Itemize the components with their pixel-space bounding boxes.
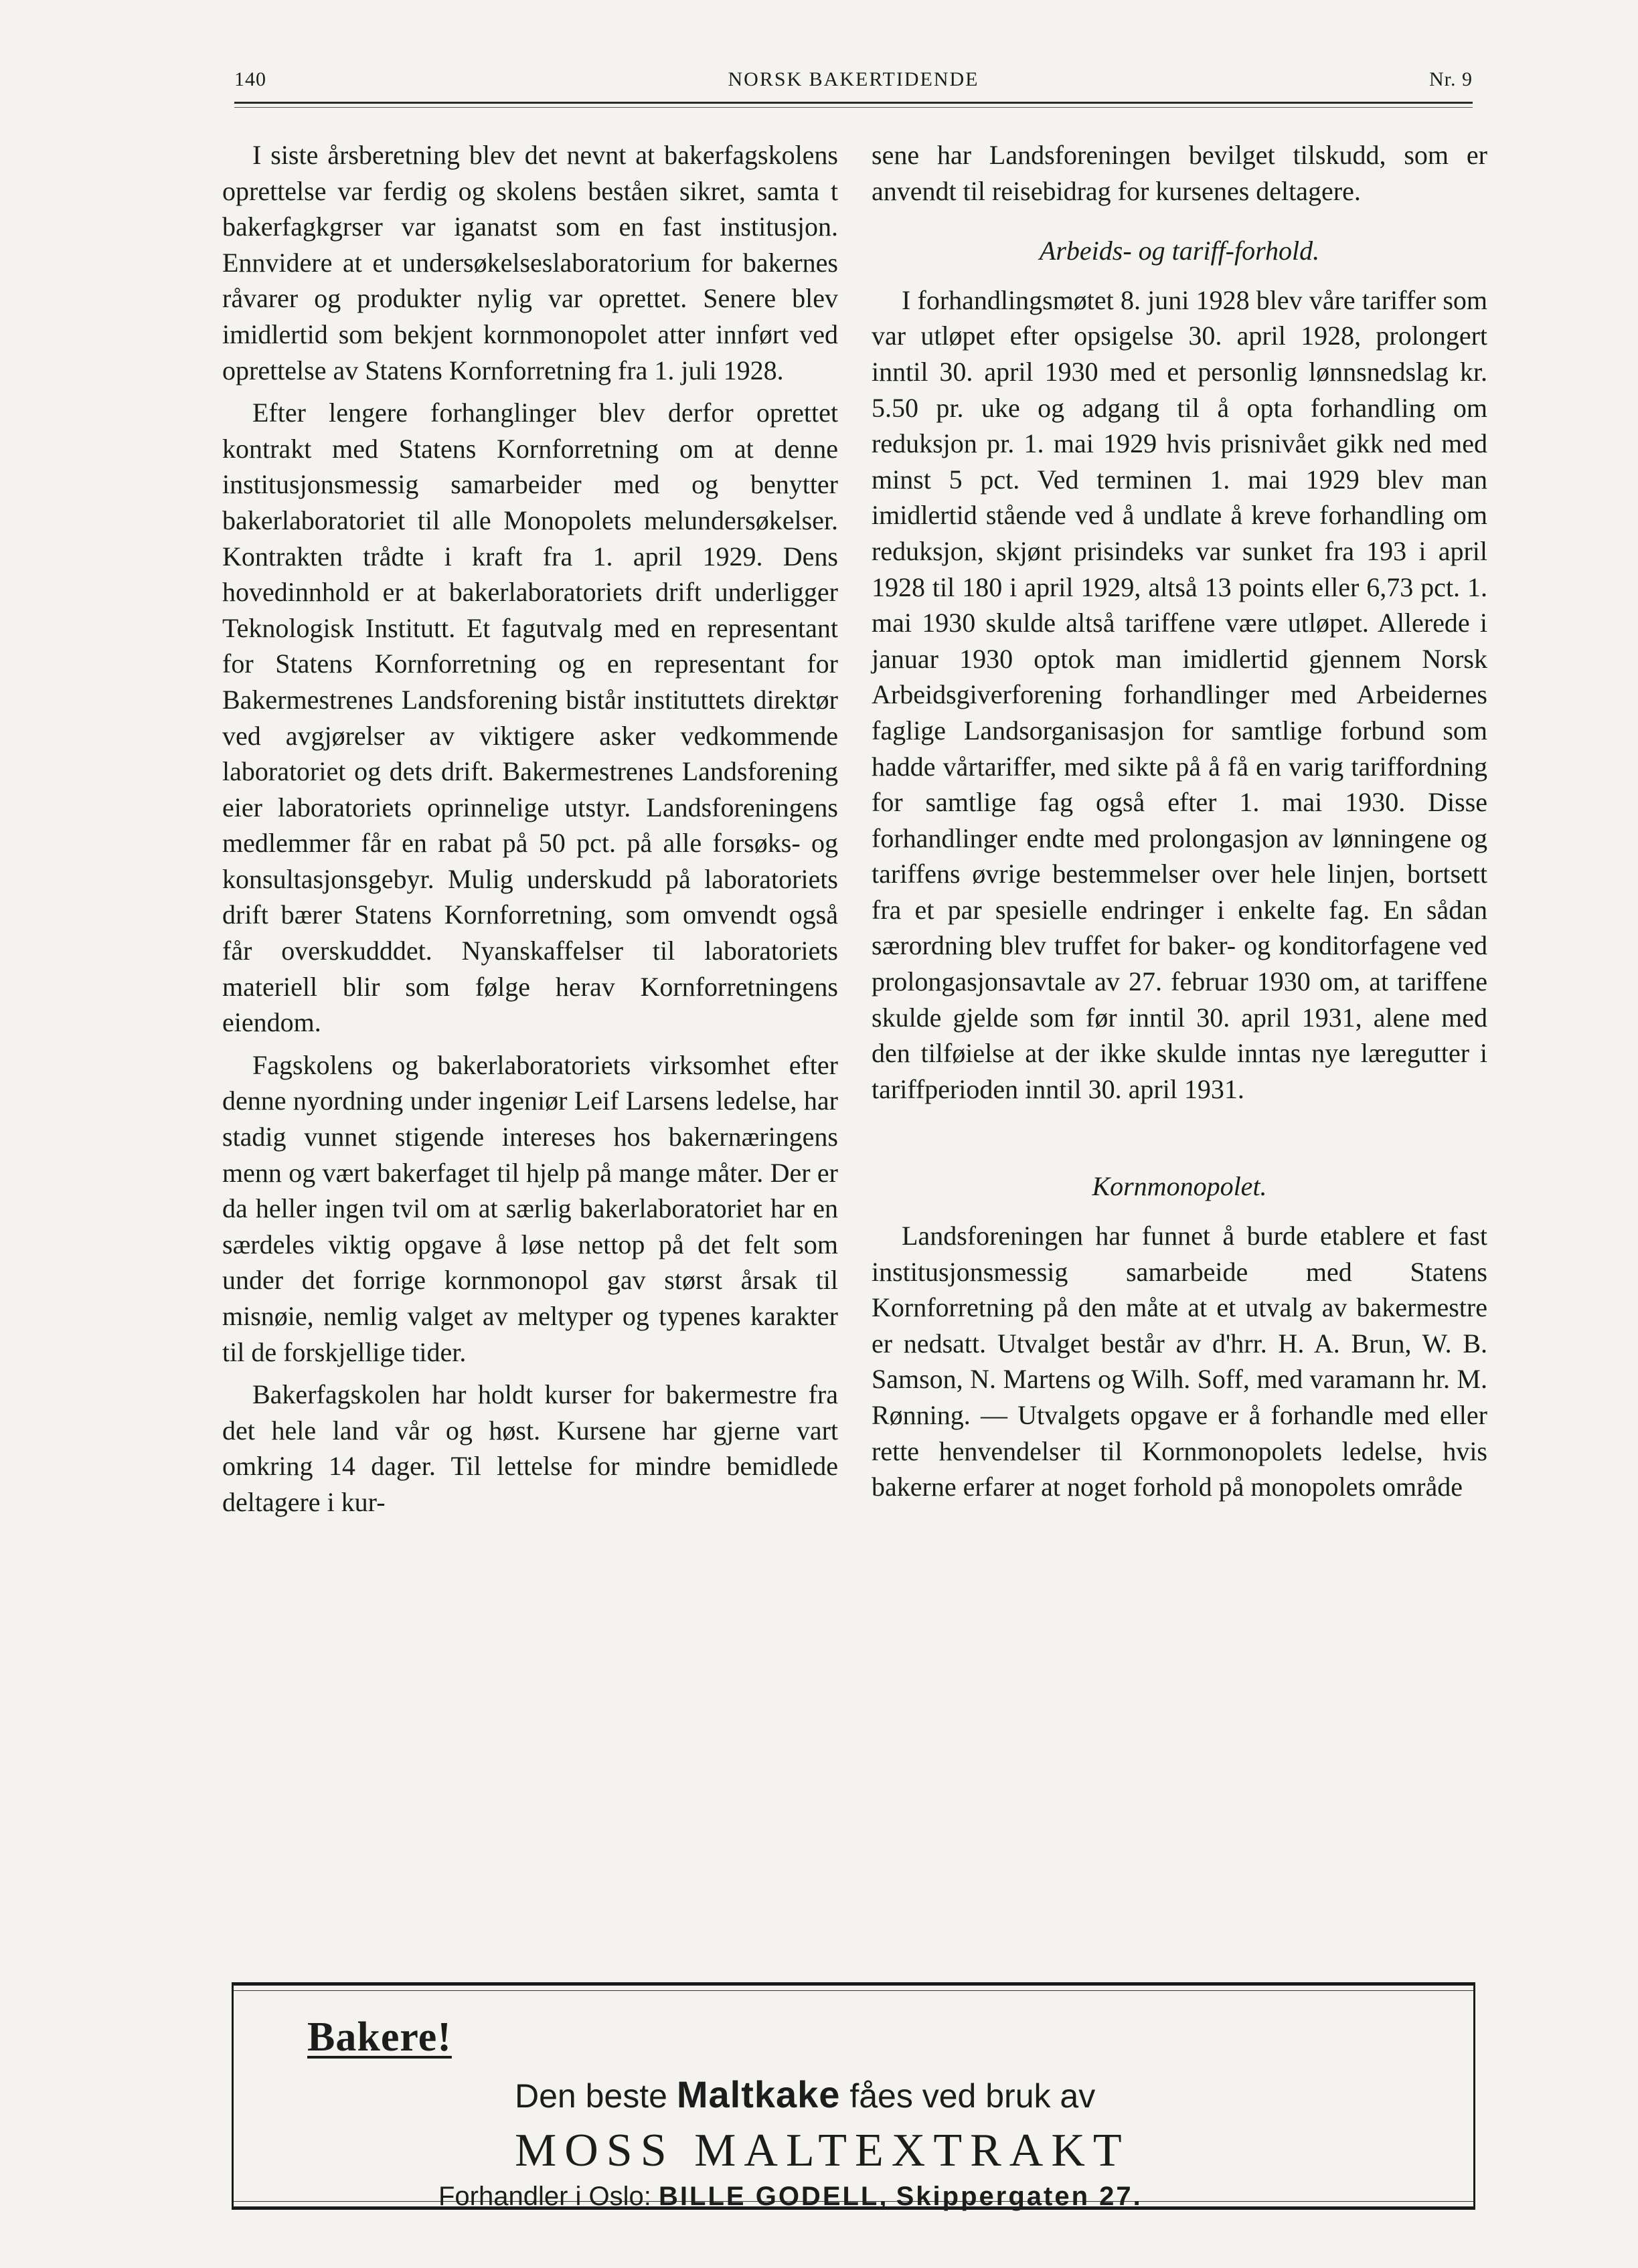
section-heading-tariff: Arbeids- og tariff-forhold. xyxy=(1039,236,1320,266)
ad-tagline-prefix: Den beste xyxy=(515,2077,667,2115)
issue-number: Nr. 9 xyxy=(1429,68,1473,90)
section-tariff-paragraph: I forhandlingsmøtet 8. juni 1928 blev våre tariffer som var utløpet efter opsigelse 30. april 1928, prolongert inntil 30. april 1930 med et personlig lønnsnedslag kr. 5.50 pr. uke og adgang til å opta forhandling om reduksjon pr. 1. mai 1929 hvis prisnivået gikk ned med minst 5 pct. Ved terminen 1. mai 1929 blev man imidlertid stående ved å undlate å kreve forhandling om reduksjon, skjønt prisindeks var sunket fra 193 i april 1928 til 180 i april 1929, altså 13 points eller 6,73 pct. 1. mai 1930 skulde altså tariffene være utløpet. Allerede i januar 1930 optok man imidlertid gjennem Norsk Arbeidsgiverforening forhandlinger med Arbeidernes faglige Landsorganisasjon for samtlige forbund som hadde vårtariffer, med sikte på å få en varig tariffordning for samtlige fag også efter 1. mai 1930. Disse forhandlinger endte med prolongasjon av lønningene og tariffens øvrige bestemmelser over hele linjen, bortsett fra et par spesielle endringer i enkelte fag. En sådan særordning blev truffet for baker- og konditorfagene ved prolongasjonsavtale av 27. februar 1930 om, at tariffene skulde gjelde som før inntil 30. april 1931, alene med den tilføielse at der ikke skulde inntas nye læregutter i tariffperioden inntil 30. april 1931. xyxy=(872,284,1487,1104)
header-rule xyxy=(234,102,1473,104)
ad-dealer-line xyxy=(438,2182,1143,2212)
ad-tagline xyxy=(515,2073,1095,2116)
left-column xyxy=(222,137,838,1527)
advertisement-box xyxy=(232,1982,1475,2210)
page-number: 140 xyxy=(234,68,266,90)
ad-inner-rule-top xyxy=(234,1990,1473,1991)
ad-dealer-prefix: Forhandler i Oslo: xyxy=(438,2182,651,2211)
ad-brand-name: MOSS MALTEXTRAKT xyxy=(515,2125,1130,2176)
left-paragraph-3: Fagskolens og bakerlaboratoriets virksomhet efter denne nyordning under ingeniør Leif Larsens ledelse, har stadig vunnet stigende intereses hos bakernæringens menn og vært bakerfaget til hjelp på mange måter. Der er da heller ingen tvil om at særlig bakerlaboratoriet har en særdeles viktig opgave å løse nettop på det felt som under det forrige kornmonopol gav størst årsak til misnøie, nemlig valget av meltyper og typenes karakter til de forskjellige tider. xyxy=(222,1049,838,1367)
ad-dealer-name: BILLE GODELL, xyxy=(659,2182,889,2211)
right-continuation: sene har Landsforeningen bevilget tilskudd, som er anvendt til reisebidrag for kursenes deltagere. xyxy=(872,140,1487,206)
ad-product-name: Maltkake xyxy=(676,2073,841,2115)
section-kornmonopol-paragraph: Landsforeningen har funnet å burde etablere et fast institusjonsmessig samarbeide med Statens Kornforretning på den måte at et utvalg av bakermestre er nedsatt. Utvalget består av d'hrr. H. A. Brun, W. B. Samson, N. Martens og Wilh. Soff, med varamann hr. M. Rønning. — Utvalgets opgave er å forhandle med eller rette henvendelser til Kornmonopolets ledelse, hvis bakerne erfarer at noget forhold på monopolets område xyxy=(872,1221,1487,1502)
ad-tagline-suffix: fåes ved bruk av xyxy=(849,2077,1096,2115)
left-paragraph-1: I siste årsberetning blev det nevnt at bakerfagskolens oprettelse var ferdig og skolens beståen sikret, samta t bakerfagkgrser var iganatst som en fast institusjon. Ennvidere at et undersøkelseslaboratorium for bakernes råvarer og produkter nylig var oprettet. Senere blev imidlertid som bekjent kornmonopolet atter innført ved oprettelse av Statens Kornforretning fra 1. juli 1928. xyxy=(222,140,838,385)
right-column xyxy=(872,137,1487,1512)
journal-title: NORSK BAKERTIDENDE xyxy=(728,68,979,90)
header-rule-thin xyxy=(234,107,1473,108)
left-paragraph-2: Efter lengere forhanglinger blev derfor oprettet kontrakt med Statens Kornforretning om at denne institusjonsmessig samarbeider med og benytter bakerlaboratoriet til alle Monopolets melundersøkelser. Kontrakten trådte i kraft fra 1. april 1929. Dens hovedinnhold er at bakerlaboratoriets drift underligger Teknologisk Institutt. Et fagutvalg med en representant for Statens Kornforretning og en representant for Bakermestrenes Landsforening bistår instituttets direktør ved avgjørelser av viktigere asker vedkommende laboratoriet og dets drift. Bakermestrenes Landsforening eier laboratoriets oprinnelige utstyr. Landsforeningens medlemmer får en rabat på 50 pct. på alle forsøks- og konsultasjonsgebyr. Mulig underskudd på laboratoriets drift bærer Statens Kornforretning, som omvendt også får overskudddet. Nyanskaffelser til laboratoriets materiell blir som følge herav Kornforretningens eiendom. xyxy=(222,398,838,1038)
ad-heading: Bakere! xyxy=(307,2014,452,2060)
ad-dealer-address: Skippergaten 27. xyxy=(896,2182,1143,2211)
page-header xyxy=(234,62,1473,102)
left-paragraph-4: Bakerfagskolen har holdt kurser for bakermestre fra det hele land vår og høst. Kursene har gjerne vart omkring 14 dager. Til lettelse for mindre bemidlede deltagere i kur- xyxy=(222,1379,838,1517)
section-heading-kornmonopol: Kornmonopolet. xyxy=(1092,1171,1267,1202)
